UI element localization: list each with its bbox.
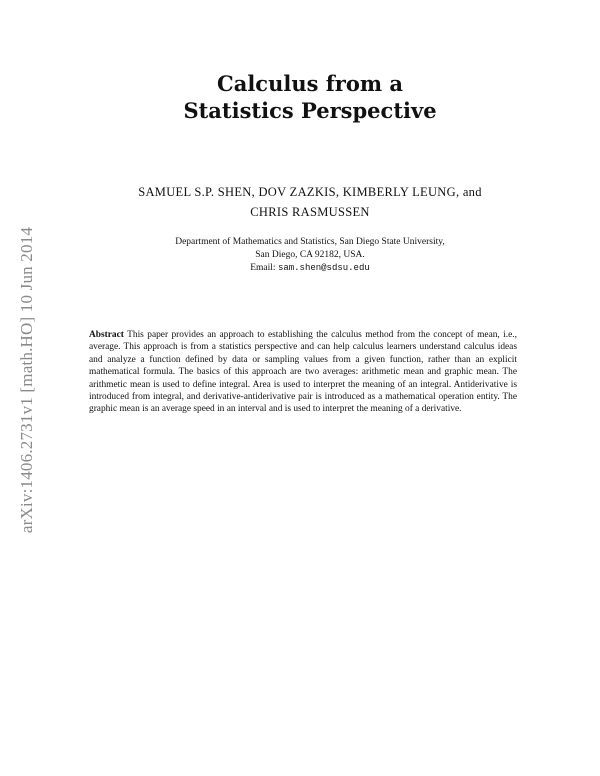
affiliation-line-1: Department of Mathematics and Statistics, San Diego State University, xyxy=(175,237,445,247)
affiliation-block xyxy=(120,236,500,275)
title-line-1: Calculus from a xyxy=(217,71,403,96)
affiliation-line-2: San Diego, CA 92182, USA. xyxy=(255,250,365,260)
abstract xyxy=(89,329,517,416)
email-line xyxy=(120,262,500,275)
author-list xyxy=(95,182,525,222)
title-line-2: Statistics Perspective xyxy=(183,98,437,123)
authors-line-1: SAMUEL S.P. SHEN, DOV ZAZKIS, KIMBERLY LEUNG, and xyxy=(138,185,482,199)
abstract-label: Abstract xyxy=(89,330,124,340)
arxiv-identifier-stamp: arXiv:1406.2731v1 [math.HO] 10 Jun 2014 xyxy=(17,226,36,534)
paper-title xyxy=(0,70,600,124)
email-address: sam.shen@sdsu.edu xyxy=(277,263,370,273)
abstract-text: This paper provides an approach to establishing the calculus method from the concept of mean, i.e., average. This approach is from a statistics perspective and can help calculus learners understand calculus ideas and analyze a function defined by data or sampling values from a given function, rather than an explicit mathematical formula. The basics of this approach are two averages: arithmetic mean and graphic mean. The arithmetic mean is used to define integral. Area is used to interpret the meaning of an integral. Antiderivative is introduced from integral, and derivative-antiderivative pair is introduced as a mathematical operation entity. The graphic mean is an average speed in an interval and is used to interpret the meaning of a derivative. xyxy=(89,330,517,415)
email-label: Email: xyxy=(250,263,276,273)
authors-line-2: CHRIS RASMUSSEN xyxy=(250,205,370,219)
